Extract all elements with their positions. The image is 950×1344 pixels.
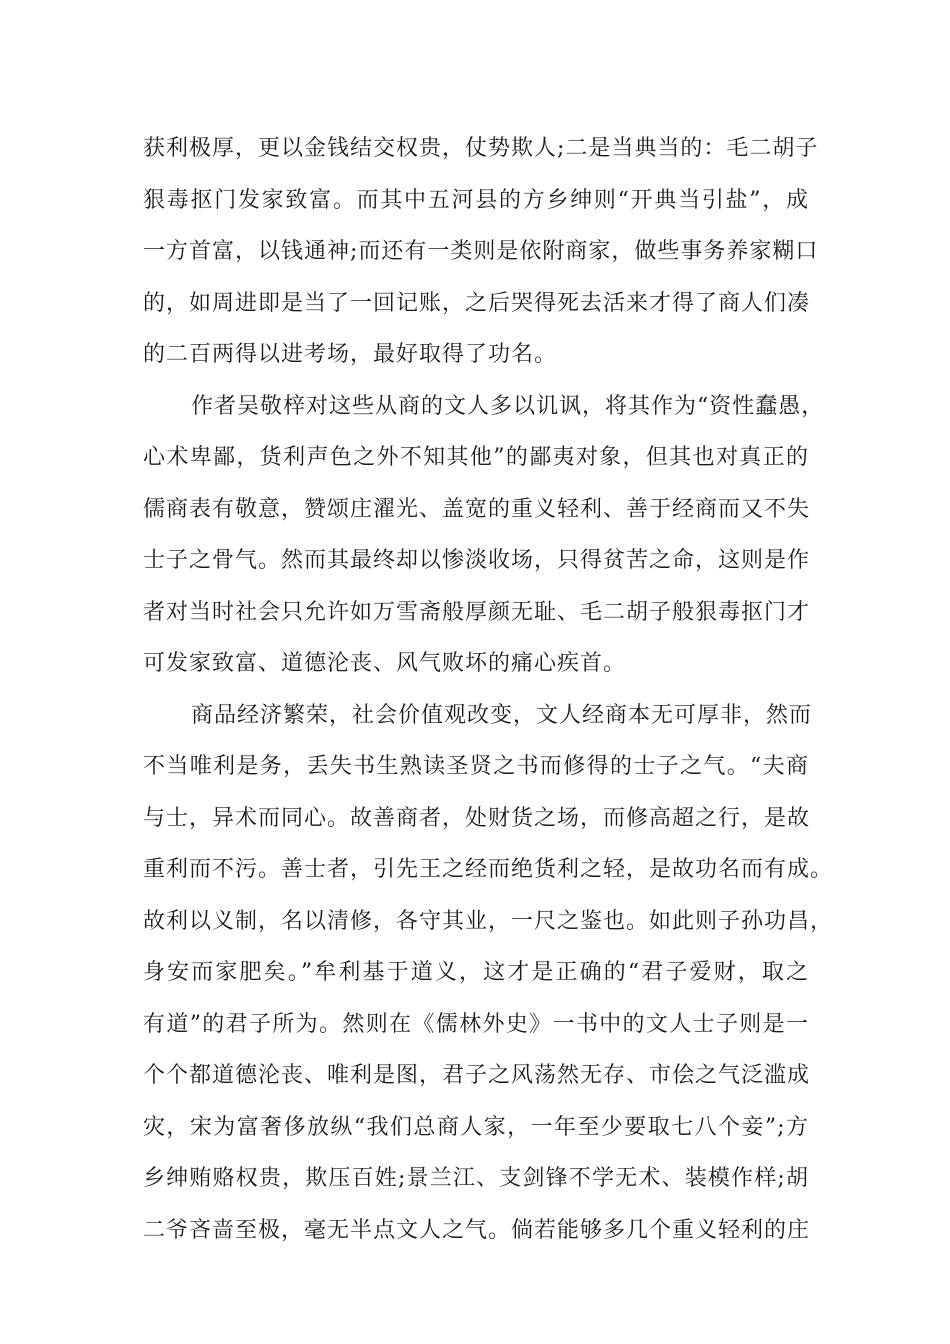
text-line: 灾，宋为富奢侈放纵“我们总商人家，一年至少要取七八个妾”;方: [143, 1115, 809, 1140]
text-line: 儒商表有敬意，赞颂庄濯光、盖宽的重义轻利、善于经商而又不失: [143, 497, 811, 522]
text-line: 与士，异术而同心。故善商者，处财货之场，而修高超之行，是故: [143, 806, 811, 831]
text-line: 故利以义制，名以清修，各守其业，一尺之鉴也。如此则子孙功昌，: [143, 909, 834, 934]
paragraph-first-line: 作者吴敬梓对这些从商的文人多以讥讽，将其作为“资性蠢愚，: [191, 394, 825, 419]
paragraph-first-line: 商品经济繁荣，社会价值观改变，文人经商本无可厚非，然而: [191, 703, 813, 728]
text-line: 个个都道德沦丧、唯利是图，君子之风荡然无存、市侩之气泛滥成: [143, 1063, 811, 1088]
text-line: 者对当时社会只允许如万雪斋般厚颜无耻、毛二胡子般狠毒抠门才: [143, 600, 811, 625]
text-line: 身安而家肥矣。”牟利基于道义，这才是正确的“君子爱财，取之: [143, 960, 809, 985]
text-line: 一方首富，以钱通神;而还有一类则是依附商家，做些事务养家糊口: [143, 239, 819, 264]
text-line: 狠毒抠门发家致富。而其中五河县的方乡绅则“开典当引盐”，成: [143, 188, 809, 213]
text-line: 重利而不污。善士者，引先王之经而绝货利之轻，是故功名而有成。: [143, 857, 834, 882]
text-line: 乡绅贿赂权贵，欺压百姓;景兰江、支剑锋不学无术、装模作样;胡: [143, 1166, 809, 1191]
text-line: 不当唯利是务，丢失书生熟读圣贤之书而修得的士子之气。“夫商: [143, 754, 809, 779]
text-line: 的二百两得以进考场，最好取得了功名。: [143, 342, 558, 367]
text-line: 二爷吝啬至极，毫无半点文人之气。倘若能够多几个重义轻利的庄: [143, 1218, 811, 1243]
text-line: 心术卑鄙，货利声色之外不知其他”的鄙夷对象，但其也对真正的: [143, 445, 809, 470]
text-line: 有道”的君子所为。然则在《儒林外史》一书中的文人士子则是一: [143, 1012, 809, 1037]
text-line: 获利极厚，更以金钱结交权贵，仗势欺人;二是当典当的：毛二胡子: [143, 136, 819, 161]
text-line: 士子之骨气。然而其最终却以惨淡收场，只得贫苦之命，这则是作: [143, 548, 811, 573]
text-line: 的，如周进即是当了一回记账，之后哭得死去活来才得了商人们凑: [143, 291, 811, 316]
text-line: 可发家致富、道德沦丧、风气败坏的痛心疾首。: [143, 651, 627, 676]
